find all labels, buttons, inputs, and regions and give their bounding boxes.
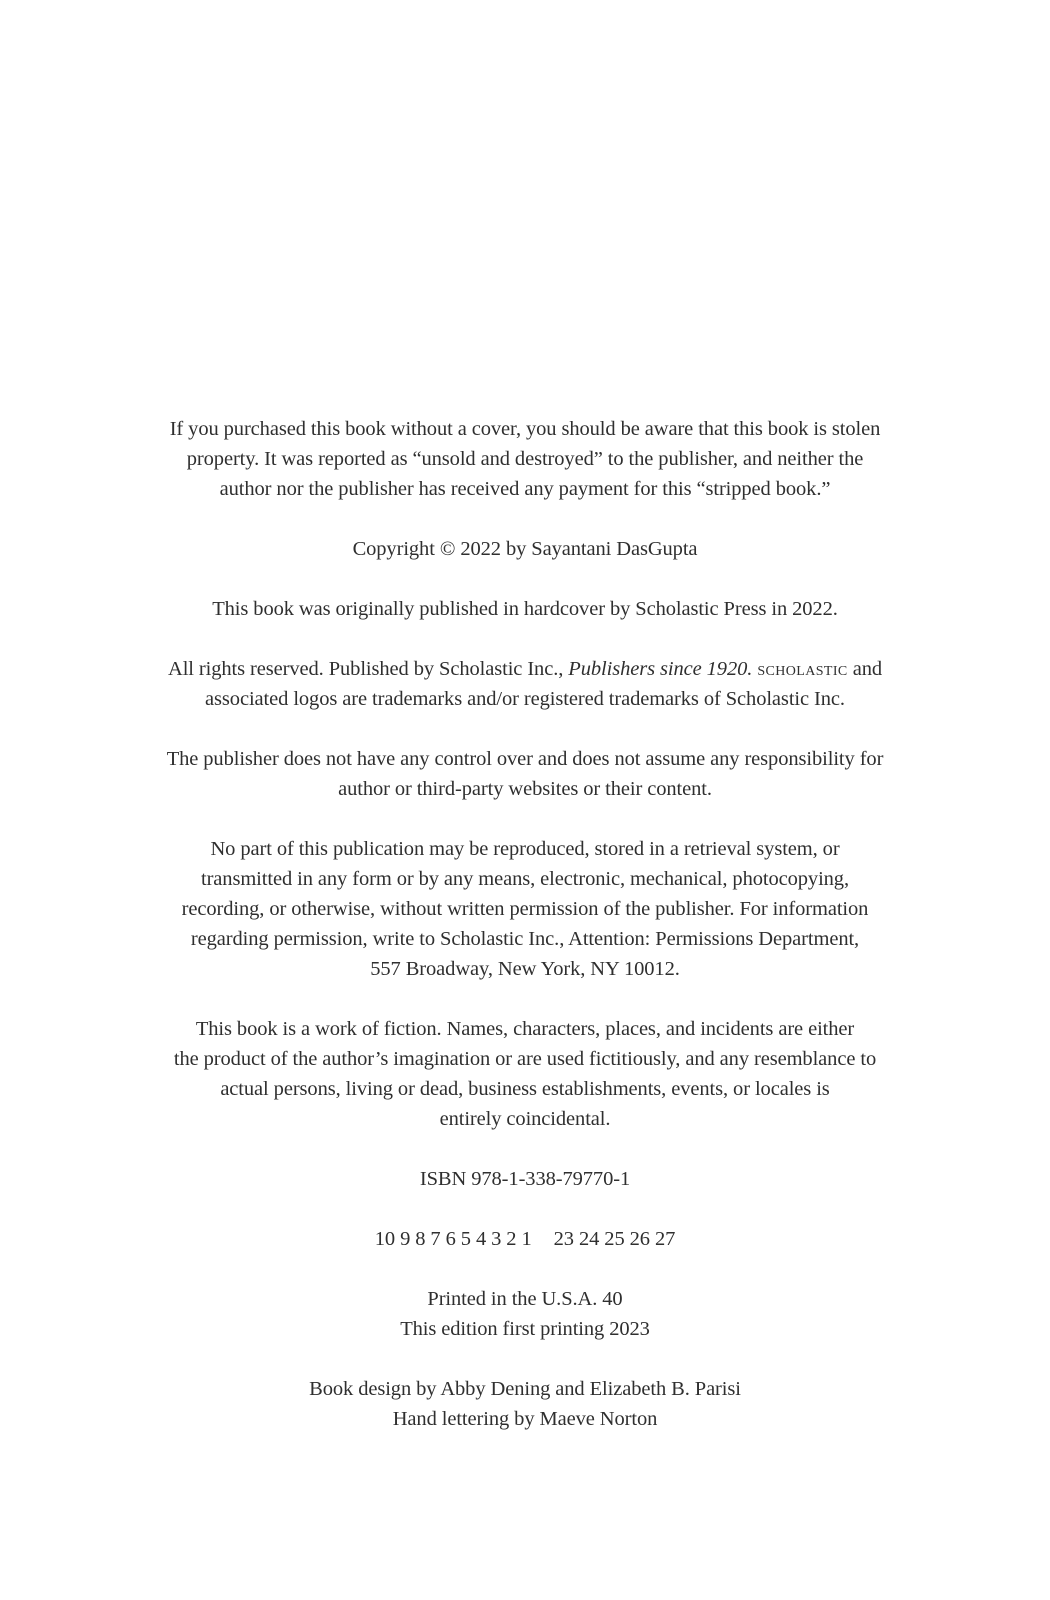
fiction-disclaimer [120,1014,930,1134]
text-line: This edition first printing 2023 [400,1318,650,1340]
text-line: transmitted in any form or by any means, electronic, mechanical, photocopying, [200,868,849,890]
text-line: 557 Broadway, New York, NY 10012. [370,958,680,980]
text-line: regarding permission, write to Scholastic Inc., Attention: Permissions Department, [190,928,860,950]
text-line: Book design by Abby Dening and Elizabeth B. Parisi [309,1378,741,1400]
printing-info [120,1284,930,1344]
text-line: Printed in the U.S.A. 40 [427,1288,623,1310]
text-line: The publisher does not have any control over and does not assume any responsibility for [166,748,884,770]
print-line [120,1224,930,1254]
stripped-book-notice [120,414,930,504]
text-line [120,654,930,684]
rights-text-end: and [847,658,882,680]
text-line: author nor the publisher has received any payment for this “stripped book.” [219,478,831,500]
copyright-text-block [120,414,930,1464]
text-line: Copyright © 2022 by Sayantani DasGupta [352,538,698,560]
publishers-since-italic: Publishers since 1920. [568,658,753,680]
reproduction-notice [120,834,930,984]
text-line: property. It was reported as “unsold and destroyed” to the publisher, and neither the [186,448,864,470]
text-line: recording, or otherwise, without written permission of the publisher. For information [181,898,869,920]
text-line: No part of this publication may be reproduced, stored in a retrieval system, or [210,838,840,860]
text-line: Hand lettering by Maeve Norton [392,1408,658,1430]
text-line: entirely coincidental. [439,1108,611,1130]
text-line: This book was originally published in hardcover by Scholastic Press in 2022. [212,598,838,620]
text-line: If you purchased this book without a cover, you should be aware that this book is stolen [169,418,881,440]
isbn-line [120,1164,930,1194]
original-publication-note [120,594,930,624]
printing-years: 23 24 25 26 27 [553,1228,676,1250]
text-line: actual persons, living or dead, business establishments, events, or locales is [220,1078,830,1100]
rights-text-start: All rights reserved. Published by Scholastic Inc., [168,658,569,680]
text-line: associated logos are trademarks and/or registered trademarks of Scholastic Inc. [205,688,845,710]
text-line: author or third-party websites or their content. [338,778,712,800]
text-line: ISBN 978-1-338-79770-1 [419,1168,631,1190]
impression-numbers: 10 9 8 7 6 5 4 3 2 1 [374,1228,532,1250]
text-line: the product of the author’s imagination or are used fictitiously, and any resemblance to [173,1048,877,1070]
rights-reserved-notice [120,654,930,714]
text-line: This book is a work of fiction. Names, characters, places, and incidents are either [195,1018,855,1040]
text-line [120,1224,930,1254]
scholastic-trademark: scholastic [757,658,848,680]
design-credits [120,1374,930,1434]
copyright-line [120,534,930,564]
responsibility-disclaimer [120,744,930,804]
